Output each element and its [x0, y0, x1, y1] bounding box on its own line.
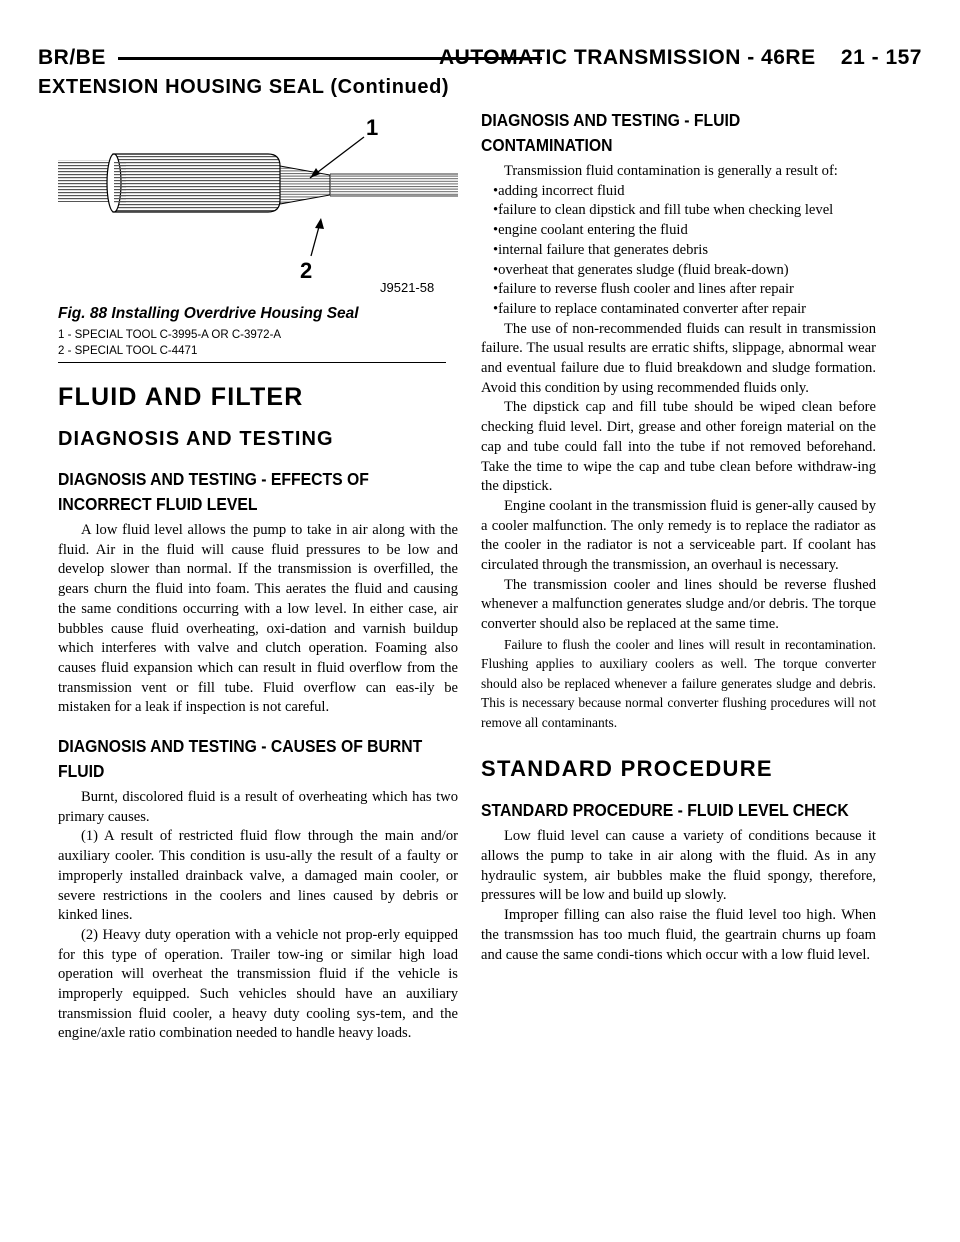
contamination-paragraph-5: Failure to flush the cooler and lines will result in recontamination. Flushing applies to auxiliary coolers as well. The torque converter should also be replaced whenever a failure generates sludge and debris. This is necessary because normal converter flushing procedures will not remove all contaminants. — [481, 636, 876, 730]
contamination-heading: DIAGNOSIS AND TESTING - FLUID CONTAMINATION — [481, 110, 741, 155]
burnt-heading: DIAGNOSIS AND TESTING - CAUSES OF BURNT FLUID — [58, 736, 423, 782]
standard-procedure-title: STANDARD PROCEDURE — [481, 756, 773, 782]
contamination-paragraph-3: Engine coolant in the transmission fluid is gener-ally caused by a cooler malfunction. The only remedy is to replace the radiator as the cooler in the radiator is not a serviceable part. If coolant has circulated through the transmission, an overhaul is necessary. — [481, 497, 876, 574]
level-check-paragraph-1: Low fluid level can cause a variety of conditions because it allows the pump to take in air along with the fluid. As in any hydraulic system, air bubbles make the fluid spongy, therefore, pressures will be low and build up slowly. — [481, 828, 876, 904]
list-item: •adding incorrect fluid — [493, 182, 625, 199]
figure-code: J9521-58 — [380, 280, 435, 295]
continued-section-title: EXTENSION HOUSING SEAL (Continued) — [38, 76, 450, 98]
effects-body: A low fluid level allows the pump to take in air along with the fluid. Air in the fluid will cause fluid pressures to be low and develop slower than normal. If the transmission is overfilled, the gears churn the fluid into foam. This aerates the fluid and causing the same conditions occurring with a low level. In either case, air bubbles cause fluid overheating, oxi-dation and varnish buildup which interferes with valve and clutch operation. Foaming also causes fluid expansion which can result in fluid overflow from the transmission vent or fill tube. Fluid overflow can eas-ily be mistaken for a leak if inspection is not careful. — [58, 522, 458, 716]
list-item: •overheat that generates sludge (fluid break-down) — [493, 261, 789, 278]
page-header — [38, 40, 922, 76]
subsection-title: DIAGNOSIS AND TESTING — [58, 428, 334, 450]
contamination-list — [481, 182, 876, 320]
level-check-heading: STANDARD PROCEDURE - FLUID LEVEL CHECK — [481, 800, 849, 821]
bullet-glyph: • — [493, 182, 499, 199]
list-item: •failure to clean dipstick and fill tube when checking level — [493, 202, 834, 219]
callout-2: 2 — [300, 258, 313, 283]
right-column — [481, 108, 876, 965]
bullet-glyph: • — [493, 261, 499, 278]
tool-right-rod — [330, 174, 458, 196]
contamination-paragraph-2: The dipstick cap and fill tube should be wiped clean before checking fluid level. Dirt, grease and other foreign material on the cap and tube could fall into the tube if not removed beforehand. Take the time to wipe the cap and tube clean before withdraw-ing the dipstick. — [481, 399, 876, 495]
bullet-glyph: • — [493, 241, 499, 258]
bullet-glyph: • — [493, 202, 499, 219]
bullet-glyph: • — [493, 300, 499, 317]
figure-legend — [58, 327, 458, 359]
legend-item-1: 1 - SPECIAL TOOL C-3995-A OR C-3972-A — [58, 329, 282, 341]
burnt-paragraph-1: Burnt, discolored fluid is a result of overheating which has two primary causes. — [58, 789, 458, 825]
bullet-glyph: • — [493, 222, 499, 239]
bullet-glyph: • — [493, 281, 499, 298]
chapter-page-number: AUTOMATIC TRANSMISSION - 46RE 21 - 157 — [439, 46, 922, 69]
burnt-paragraph-2: (1) A result of restricted fluid flow through the main and/or auxiliary cooler. This condition is usu-ally the result of a faulty or improperly installed drainback valve, a damaged main cooler, or severe restrictions in the coolers and lines caused by debris or kinked lines. — [58, 828, 458, 924]
legend-item-2: 2 - SPECIAL TOOL C-4471 — [58, 345, 198, 357]
manual-model-code: BR/BE — [38, 46, 106, 69]
contamination-paragraph-1: The use of non-recommended fluids can result in transmission failure. The usual results are erratic shifts, slippage, abnormal wear and eventual failure due to fluid breakdown and sludge formation. Avoid this condition by using recommended fluids only. — [481, 320, 876, 396]
tool-body — [113, 154, 280, 212]
contamination-intro: Transmission fluid contamination is generally a result of: — [504, 163, 838, 179]
level-check-paragraph-2: Improper filling can also raise the fluid level too high. When the transmssion has too much fluid, the geartrain churns up foam and cause the same condi-tions which occur with a low fluid level. — [481, 907, 876, 963]
list-item: •internal failure that generates debris — [493, 241, 709, 258]
seal-installer-drawing — [58, 108, 458, 303]
list-item: •engine coolant entering the fluid — [493, 222, 688, 239]
figure-illustration — [58, 108, 458, 303]
left-column — [58, 108, 458, 1044]
burnt-paragraph-3: (2) Heavy duty operation with a vehicle not prop-erly equipped for this type of operation. Trailer tow-ing or similar high load operation will overheat the transmission fluid if the vehicle is improperly equipped. Such vehicles should have an auxiliary transmission fluid cooler, a heavy duty cooling sys-tem, and the engine/axle ratio combination needed to handle heavy loads. — [58, 926, 458, 1042]
contamination-paragraph-4: The transmission cooler and lines should be reverse flushed whenever a malfunction generates sludge and/or debris. The torque converter should also be replaced at the same time. — [481, 576, 876, 633]
tool-taper — [280, 166, 330, 204]
callout-1: 1 — [366, 115, 379, 140]
list-item: •failure to replace contaminated converter after repair — [493, 300, 807, 317]
effects-heading: DIAGNOSIS AND TESTING - EFFECTS OF INCORRECT FLUID LEVEL — [58, 469, 369, 514]
list-item: •failure to reverse flush cooler and lines after repair — [493, 281, 794, 298]
section-title: FLUID AND FILTER — [58, 383, 304, 411]
figure-caption: Fig. 88 Installing Overdrive Housing Seal — [58, 305, 359, 322]
figure-divider — [58, 362, 446, 363]
